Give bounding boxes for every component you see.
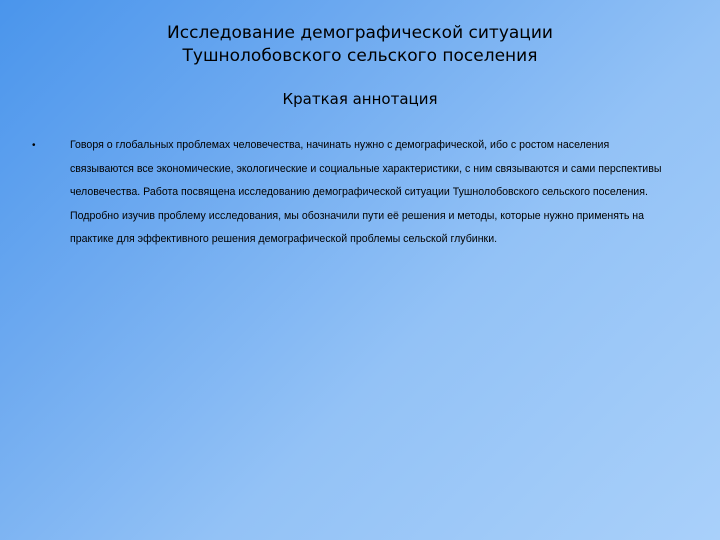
slide-subtitle: Краткая аннотация xyxy=(282,90,438,108)
bullet-icon: • xyxy=(32,140,36,151)
bullet-list xyxy=(32,134,672,252)
bullet-text: Говоря о глобальных проблемах человечества, начинать нужно с демографической, ибо с ростом населения связываются все экономические, экологические и социальные характеристики, с ним связываются и сами перспективы человечества. Работа посвящена исследованию демографической ситуации Тушнолобовского сельского поселения. Подробно изучив проблему исследования, мы обозначили пути её решения и методы, которые нужно применять на практике для эффективного решения демографической проблемы сельской глубинки. xyxy=(70,139,662,246)
slide-title-line-2: Тушнолобовского сельского поселения xyxy=(182,46,538,66)
slide-title-line-1: Исследование демографической ситуации xyxy=(167,23,553,43)
slide-title xyxy=(0,22,720,68)
bullet-item xyxy=(32,134,672,252)
